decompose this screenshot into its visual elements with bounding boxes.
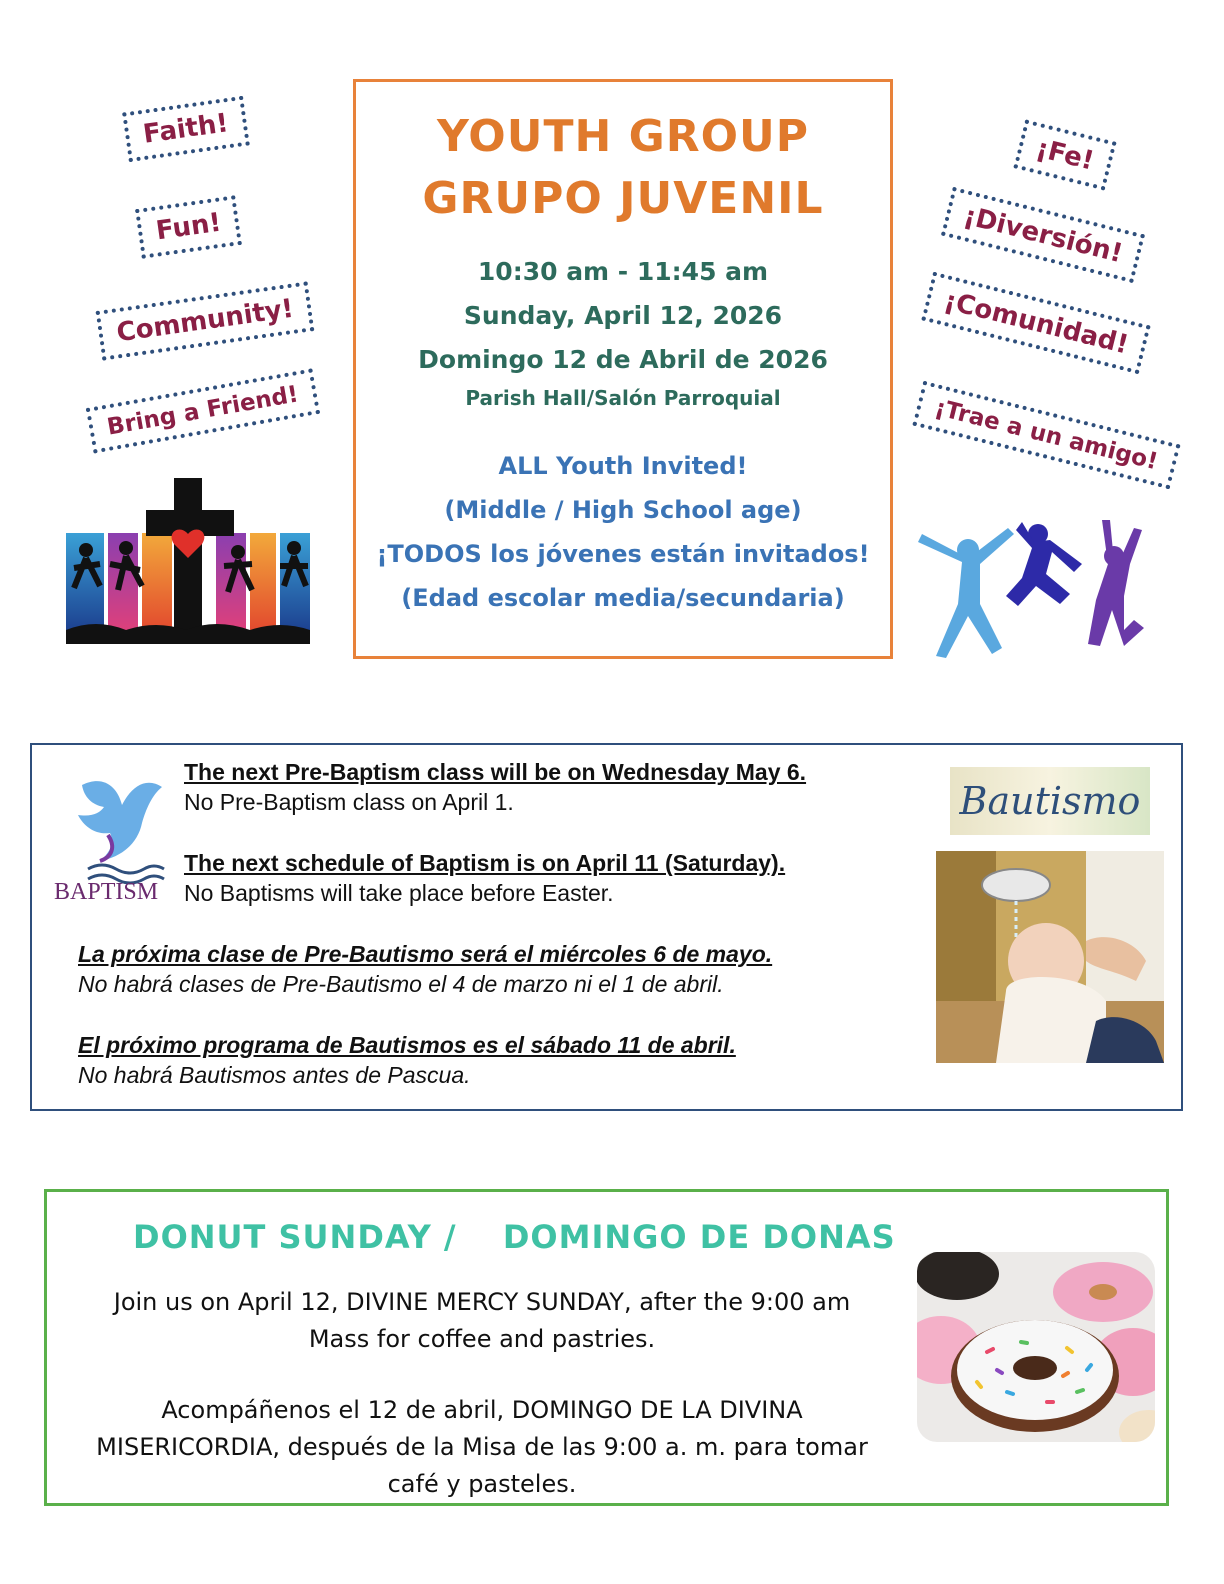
baptism-english-text — [184, 757, 944, 908]
donut-es-line-1: Acompáñenos el 12 de abril, DOMINGO DE LA DIVINA — [161, 1396, 803, 1424]
donut-en-line-2: Mass for coffee and pastries. — [308, 1325, 656, 1353]
jumping-kids-illustration — [918, 520, 1150, 660]
event-date-en: Sunday, April 12, 2026 — [463, 301, 783, 330]
donut-english-text — [57, 1284, 907, 1358]
donut-sunday-box — [44, 1189, 1169, 1506]
grupo-juvenil-title: GRUPO JUVENIL — [422, 173, 824, 224]
tag-community: Community! — [96, 281, 315, 360]
donut-title-es: DOMINGO DE DONAS — [502, 1218, 896, 1256]
tag-faith: Faith! — [122, 96, 249, 162]
bautismo-schedule-note: No habrá Bautismos antes de Pascua. — [78, 1062, 471, 1088]
tag-comunidad: ¡Comunidad! — [921, 272, 1151, 375]
baptism-spanish-text — [78, 939, 938, 1090]
dove-icon — [62, 765, 172, 885]
pre-bautismo-class-heading: La próxima clase de Pre-Bautismo será el miércoles 6 de mayo. — [78, 941, 773, 967]
bautismo-schedule-heading: El próximo programa de Bautismos es el sábado 11 de abril. — [78, 1032, 736, 1058]
age-es: (Edad escolar media/secundaria) — [401, 584, 845, 612]
baptism-box — [30, 743, 1183, 1111]
baptism-schedule-heading: The next schedule of Baptism is on April 11 (Saturday). — [184, 850, 786, 876]
pre-bautismo-class-note: No habrá clases de Pre-Bautismo el 4 de marzo ni el 1 de abril. — [78, 971, 724, 997]
invite-es: ¡TODOS los jóvenes están invitados! — [376, 540, 870, 568]
cross-kids-illustration — [66, 478, 310, 644]
donut-es-line-2: MISERICORDIA, después de la Misa de las 9:00 a. m. para tomar — [96, 1433, 868, 1461]
baptism-photo — [936, 851, 1164, 1063]
donut-es-line-3: café y pasteles. — [387, 1470, 577, 1498]
pre-baptism-class-note: No Pre-Baptism class on April 1. — [184, 789, 514, 815]
bautismo-badge-label: Bautismo — [959, 779, 1141, 823]
youth-group-title: YOUTH GROUP — [437, 111, 809, 162]
event-time: 10:30 am - 11:45 am — [477, 257, 769, 286]
donut-title-en: DONUT SUNDAY / — [133, 1218, 457, 1256]
event-location: Parish Hall/Salón Parroquial — [465, 386, 781, 410]
tag-diversion: ¡Diversión! — [941, 187, 1146, 284]
tag-bring-a-friend: Bring a Friend! — [86, 368, 320, 453]
donuts-photo — [917, 1252, 1155, 1442]
baptism-schedule-note: No Baptisms will take place before Easter. — [184, 880, 614, 906]
donut-en-line-1: Join us on April 12, DIVINE MERCY SUNDAY, after the 9:00 am — [113, 1288, 851, 1316]
tag-fe: ¡Fe! — [1013, 119, 1116, 190]
event-date-es: Domingo 12 de Abril de 2026 — [418, 345, 828, 374]
donut-sunday-title — [133, 1218, 896, 1256]
youth-group-box — [353, 79, 893, 659]
donut-spanish-text — [57, 1392, 907, 1503]
baptism-logo-label: BAPTISM — [54, 879, 159, 905]
age-en: (Middle / High School age) — [444, 496, 802, 524]
tag-trae-un-amigo: ¡Trae a un amigo! — [912, 381, 1180, 490]
invite-en: ALL Youth Invited! — [498, 452, 748, 480]
pre-baptism-class-heading: The next Pre-Baptism class will be on Wednesday May 6. — [184, 759, 807, 785]
tag-fun: Fun! — [135, 195, 242, 259]
bautismo-badge — [950, 767, 1150, 835]
